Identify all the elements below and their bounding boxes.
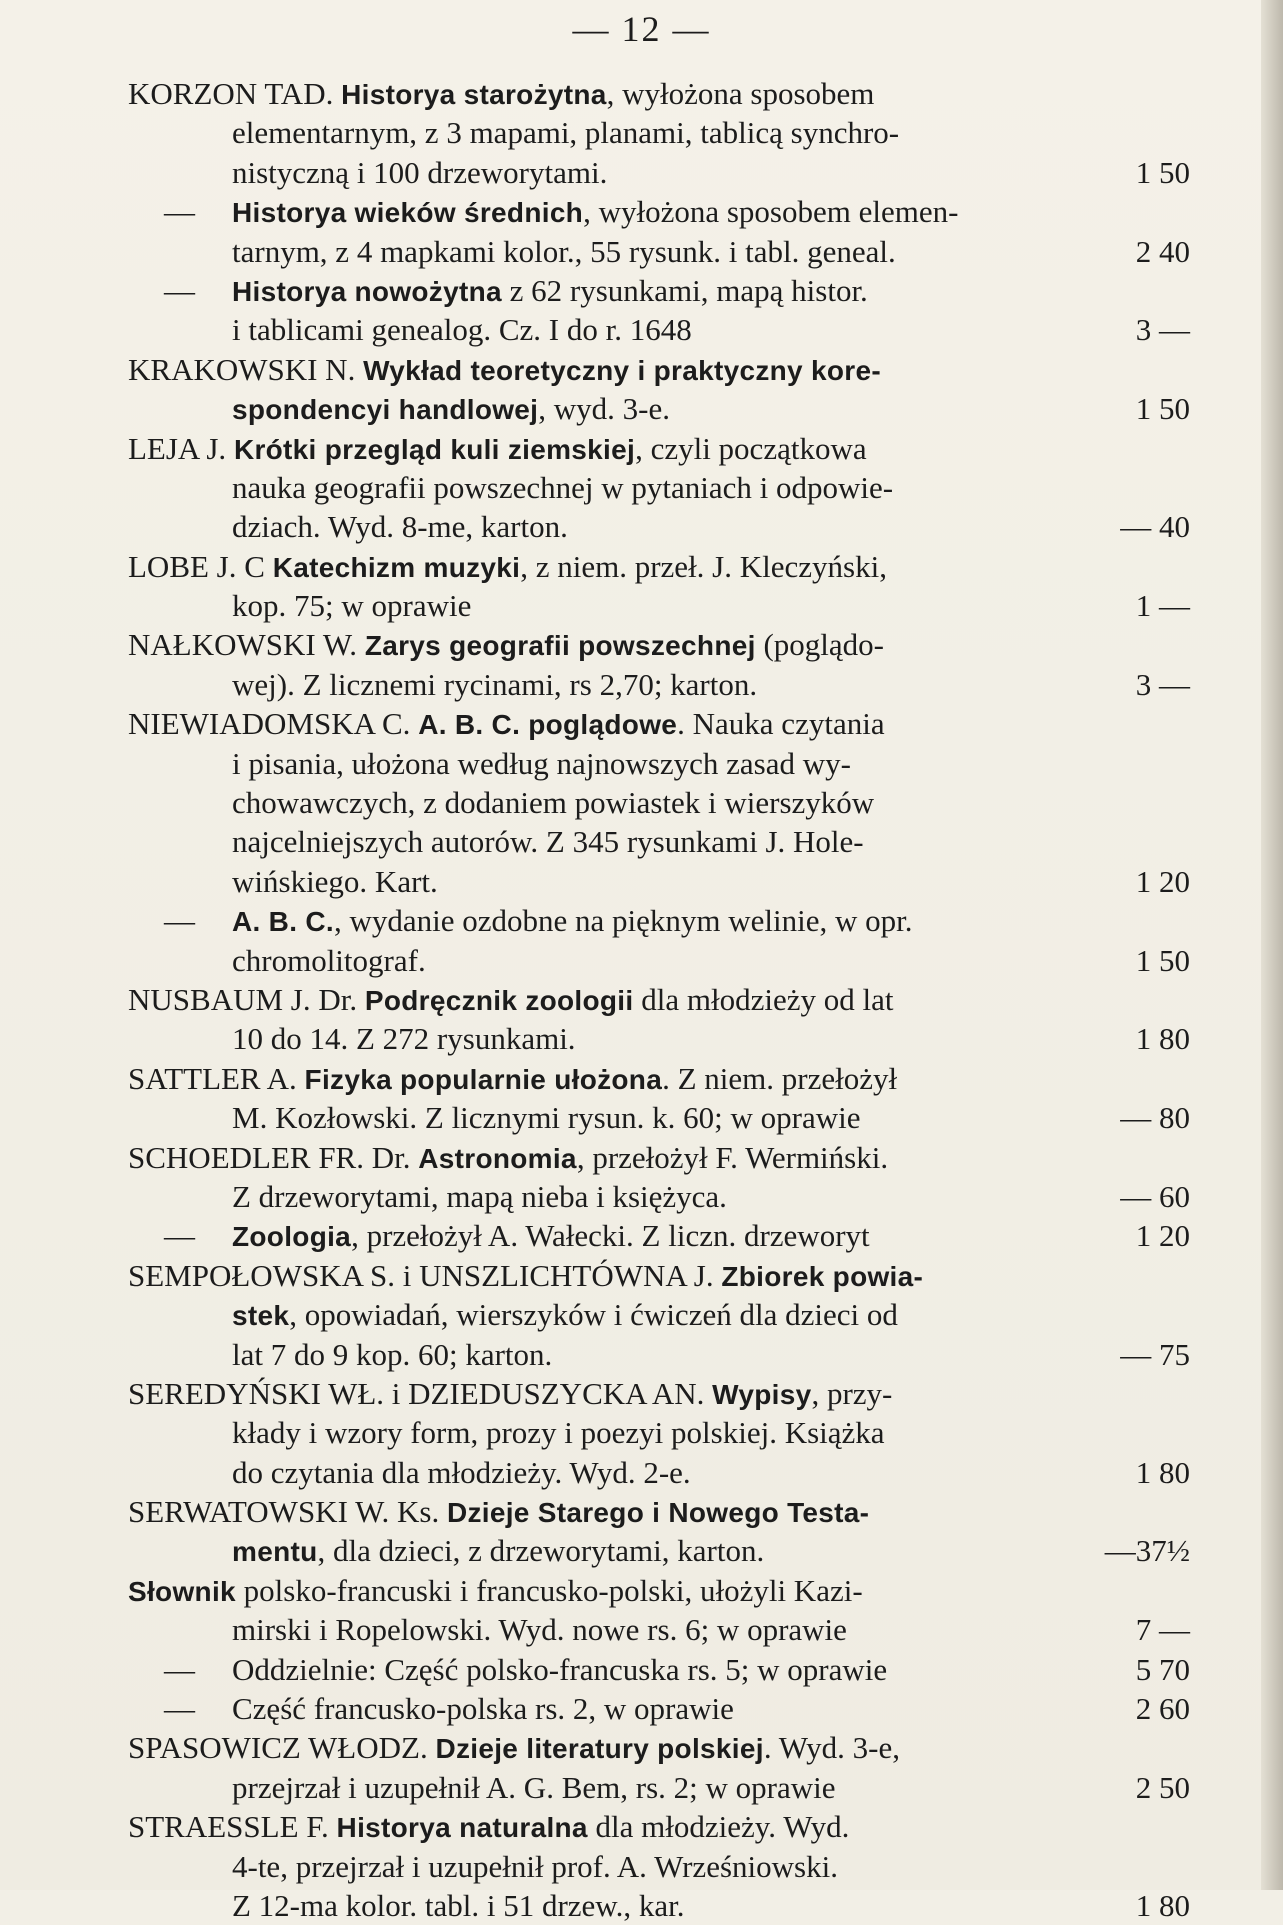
- book-title: Fizyka popularnie ułożona: [304, 1063, 663, 1095]
- entry-text: z 62 rysunkami, mapą histor.: [501, 272, 868, 308]
- entry-text: SPASOWICZ WŁODZ.: [128, 1730, 436, 1766]
- book-title: Historya naturalna: [336, 1812, 588, 1844]
- entry-text: , przy-: [811, 1375, 893, 1411]
- entry-text: M. Kozłowski. Z licznymi rysun. k. 60; w oprawie: [232, 1100, 861, 1136]
- book-title: Zarys geografii powszechnej: [364, 630, 756, 662]
- price: — 75: [1120, 1336, 1190, 1372]
- entry-text: SEREDYŃSKI WŁ. i DZIEDUSZYCKA AN.: [128, 1375, 713, 1411]
- book-title: Wykład teoretyczny i praktyczny kore-: [363, 354, 881, 386]
- entry-text: Część francusko-polska rs. 2, w oprawie: [232, 1691, 734, 1727]
- entry-text: wej). Z licznemi rycinami, rs 2,70; karton.: [232, 666, 758, 702]
- price: —37½: [1104, 1533, 1190, 1569]
- book-title: Zoologia: [232, 1221, 352, 1253]
- entry-text: . Wyd. 3-e,: [763, 1730, 900, 1766]
- entry-text: SEMPOŁOWSKA S. i UNSZLICHTÓWNA J.: [128, 1257, 722, 1293]
- catalog-line: [128, 310, 1190, 349]
- price: 1 80: [1135, 1021, 1190, 1057]
- entry-text: KORZON TAD.: [128, 76, 342, 111]
- catalog-line: [128, 862, 1190, 901]
- price: 5 70: [1135, 1651, 1190, 1687]
- book-title: stek: [232, 1300, 290, 1332]
- entry-text: SATTLER A.: [128, 1060, 305, 1096]
- entry-text: SCHOEDLER FR. Dr.: [128, 1139, 419, 1175]
- catalog-line: [128, 586, 1190, 625]
- catalog-entries: [128, 74, 1190, 1925]
- catalog-line: [128, 429, 1190, 468]
- entry-text: , przełożył F. Wermiński.: [576, 1139, 889, 1175]
- ditto-dash: —: [164, 903, 195, 939]
- entry-text: kop. 75; w oprawie: [232, 588, 472, 624]
- book-title: Wypisy: [712, 1378, 812, 1410]
- catalog-line: [128, 389, 1190, 428]
- entry-text: chromolitograf.: [232, 942, 426, 978]
- entry-text: NUSBAUM J. Dr.: [128, 981, 365, 1017]
- book-title: Historya starożytna: [341, 79, 607, 110]
- catalog-line: [128, 1335, 1190, 1374]
- price: — 80: [1120, 1100, 1190, 1136]
- catalog-line: [128, 1807, 1190, 1846]
- catalog-line: [128, 941, 1190, 980]
- catalog-line: [128, 1177, 1190, 1216]
- price: 7 —: [1135, 1612, 1190, 1648]
- ditto-dash: —: [164, 1218, 195, 1254]
- catalog-line: [128, 1886, 1190, 1925]
- book-title: Astronomia: [418, 1142, 577, 1174]
- catalog-line: [128, 665, 1190, 704]
- catalog-line: [128, 113, 1190, 152]
- catalog-line: [128, 507, 1190, 546]
- entry-text: KRAKOWSKI N.: [128, 351, 364, 387]
- book-title: Podręcznik zoologii: [364, 984, 634, 1016]
- catalog-line: [128, 1492, 1190, 1531]
- entry-text: kłady i wzory form, prozy i poezyi polskiej. Książka: [232, 1415, 885, 1451]
- catalog-line: [128, 625, 1190, 664]
- catalog-line: [128, 1728, 1190, 1767]
- catalog-line: [128, 271, 1190, 310]
- entry-text: , wyd. 3-e.: [538, 391, 670, 427]
- catalog-line: [128, 1571, 1190, 1610]
- catalog-line: [128, 1847, 1190, 1886]
- book-title: Dzieje Starego i Nowego Testa-: [446, 1497, 870, 1529]
- book-title: A. B. C. poglądowe: [418, 709, 678, 741]
- catalog-line: [128, 704, 1190, 743]
- catalog-line: [128, 153, 1190, 192]
- price: 2 60: [1135, 1691, 1190, 1727]
- entry-text: . Nauka czytania: [677, 706, 885, 742]
- entry-text: i pisania, ułożona według najnowszych zasad wy-: [232, 745, 851, 781]
- book-title: Krótki przegląd kuli ziemskiej: [233, 433, 636, 465]
- entry-text: wińskiego. Kart.: [232, 863, 438, 899]
- entry-text: , czyli początkowa: [635, 430, 867, 466]
- catalog-line: [128, 1098, 1190, 1137]
- book-title: Historya nowożytna: [232, 275, 502, 307]
- entry-text: SERWATOWSKI W. Ks.: [128, 1494, 447, 1530]
- book-title: A. B. C.: [232, 906, 334, 938]
- entry-text: mirski i Ropelowski. Wyd. nowe rs. 6; w oprawie: [232, 1612, 847, 1648]
- entry-text: elementarnym, z 3 mapami, planami, tablicą synchro-: [232, 115, 900, 151]
- ditto-dash: —: [164, 194, 195, 230]
- price: 3 —: [1135, 312, 1190, 348]
- catalog-line: [128, 232, 1190, 271]
- catalog-line: [128, 901, 1190, 940]
- entry-text: lat 7 do 9 kop. 60; karton.: [232, 1336, 553, 1372]
- ditto-dash: —: [164, 1691, 195, 1727]
- book-title: spondencyi handlowej: [232, 394, 539, 426]
- entry-text: LOBE J. C: [128, 548, 273, 584]
- catalog-line: [128, 1768, 1190, 1807]
- entry-text: , wydanie ozdobne na pięknym welinie, w opr.: [333, 903, 913, 939]
- entry-text: , wyłożona sposobem: [606, 76, 875, 111]
- entry-text: dla młodzieży. Wyd.: [587, 1809, 850, 1845]
- catalog-line: [128, 744, 1190, 783]
- entry-text: nauka geografii powszechnej w pytaniach i odpowie-: [232, 469, 894, 505]
- catalog-line: [128, 1019, 1190, 1058]
- entry-text: najcelniejszych autorów. Z 345 rysunkami J. Hole-: [232, 824, 864, 860]
- entry-text: , dla dzieci, z drzeworytami, karton.: [317, 1533, 765, 1569]
- price: 1 —: [1135, 588, 1190, 624]
- catalog-line: [128, 1453, 1190, 1492]
- book-title: mentu: [232, 1536, 318, 1568]
- book-title: Słownik: [128, 1575, 236, 1607]
- entry-text: dziach. Wyd. 8-me, karton.: [232, 509, 568, 545]
- book-title: Dzieje literatury polskiej: [435, 1733, 764, 1765]
- ditto-dash: —: [164, 1651, 195, 1687]
- entry-text: 4-te, przejrzał i uzupełnił prof. A. Wrześniowski.: [232, 1848, 838, 1884]
- entry-text: i tablicami genealog. Cz. I do r. 1648: [232, 312, 692, 348]
- catalog-line: [128, 783, 1190, 822]
- price: 1 50: [1135, 942, 1190, 978]
- entry-text: NAŁKOWSKI W.: [128, 627, 365, 663]
- price: 1 80: [1135, 1454, 1190, 1490]
- catalog-line: [128, 1216, 1190, 1255]
- catalog-line: [128, 1531, 1190, 1570]
- entry-text: 10 do 14. Z 272 rysunkami.: [232, 1021, 576, 1057]
- book-title: Zbiorek powia-: [721, 1260, 924, 1292]
- catalog-line: [128, 1059, 1190, 1098]
- price: — 40: [1120, 509, 1190, 545]
- price: 3 —: [1135, 666, 1190, 702]
- entry-text: do czytania dla młodzieży. Wyd. 2-e.: [232, 1454, 691, 1490]
- entry-text: tarnym, z 4 mapkami kolor., 55 rysunk. i tabl. geneal.: [232, 233, 896, 269]
- catalog-line: [128, 192, 1190, 231]
- entry-text: dla młodzieży od lat: [633, 981, 894, 1017]
- price: 2 40: [1135, 233, 1190, 269]
- catalog-line: [128, 1650, 1190, 1689]
- price: 1 20: [1135, 1218, 1190, 1254]
- price: 1 80: [1135, 1887, 1190, 1923]
- entry-text: , wyłożona sposobem elemen-: [583, 194, 959, 230]
- entry-text: Z 12-ma kolor. tabl. i 51 drzew., kar.: [232, 1887, 685, 1923]
- catalog-line: [128, 1610, 1190, 1649]
- catalog-line: [128, 547, 1190, 586]
- catalog-line: [128, 1138, 1190, 1177]
- catalog-line: [128, 980, 1190, 1019]
- entry-text: . Z niem. przełożył: [662, 1060, 898, 1096]
- entry-text: chowawczych, z dodaniem powiastek i wierszyków: [232, 785, 875, 821]
- catalog-line: [128, 1413, 1190, 1452]
- entry-text: , opowiadań, wierszyków i ćwiczeń dla dzieci od: [289, 1297, 898, 1333]
- page-number: — 12 —: [572, 9, 711, 49]
- price: 1 50: [1135, 154, 1190, 190]
- entry-text: Z drzeworytami, mapą nieba i księżyca.: [232, 1178, 727, 1214]
- price: 2 50: [1135, 1769, 1190, 1805]
- entry-text: nistyczną i 100 drzeworytami.: [232, 154, 608, 190]
- price: — 60: [1120, 1178, 1190, 1214]
- catalog-line: [128, 822, 1190, 861]
- catalog-line: [128, 1295, 1190, 1334]
- book-title: Katechizm muzyki: [272, 551, 521, 583]
- catalog-line: [128, 468, 1190, 507]
- book-title: Historya wieków średnich: [232, 197, 584, 229]
- entry-text: Oddzielnie: Część polsko-francuska rs. 5; w oprawie: [232, 1651, 888, 1687]
- page-edge: [1261, 0, 1283, 1890]
- entry-text: przejrzał i uzupełnił A. G. Bem, rs. 2; w oprawie: [232, 1769, 836, 1805]
- catalog-line: [128, 1256, 1190, 1295]
- entry-text: , z niem. przeł. J. Kleczyński,: [520, 548, 887, 584]
- entry-text: (poglądo-: [755, 627, 884, 663]
- catalog-line: [128, 1374, 1190, 1413]
- price: 1 20: [1135, 863, 1190, 899]
- catalog-line: [128, 1689, 1190, 1728]
- ditto-dash: —: [164, 272, 195, 308]
- catalog-line: [128, 74, 1190, 113]
- entry-text: , przełożył A. Wałecki. Z liczn. drzeworyt: [351, 1218, 870, 1254]
- entry-text: STRAESSLE F.: [128, 1809, 337, 1845]
- price: 1 50: [1135, 391, 1190, 427]
- entry-text: polsko-francuski i francusko-polski, ułożyli Kazi-: [235, 1572, 863, 1608]
- entry-text: LEJA J.: [128, 430, 234, 466]
- catalog-line: [128, 350, 1190, 389]
- entry-text: NIEWIADOMSKA C.: [128, 706, 419, 742]
